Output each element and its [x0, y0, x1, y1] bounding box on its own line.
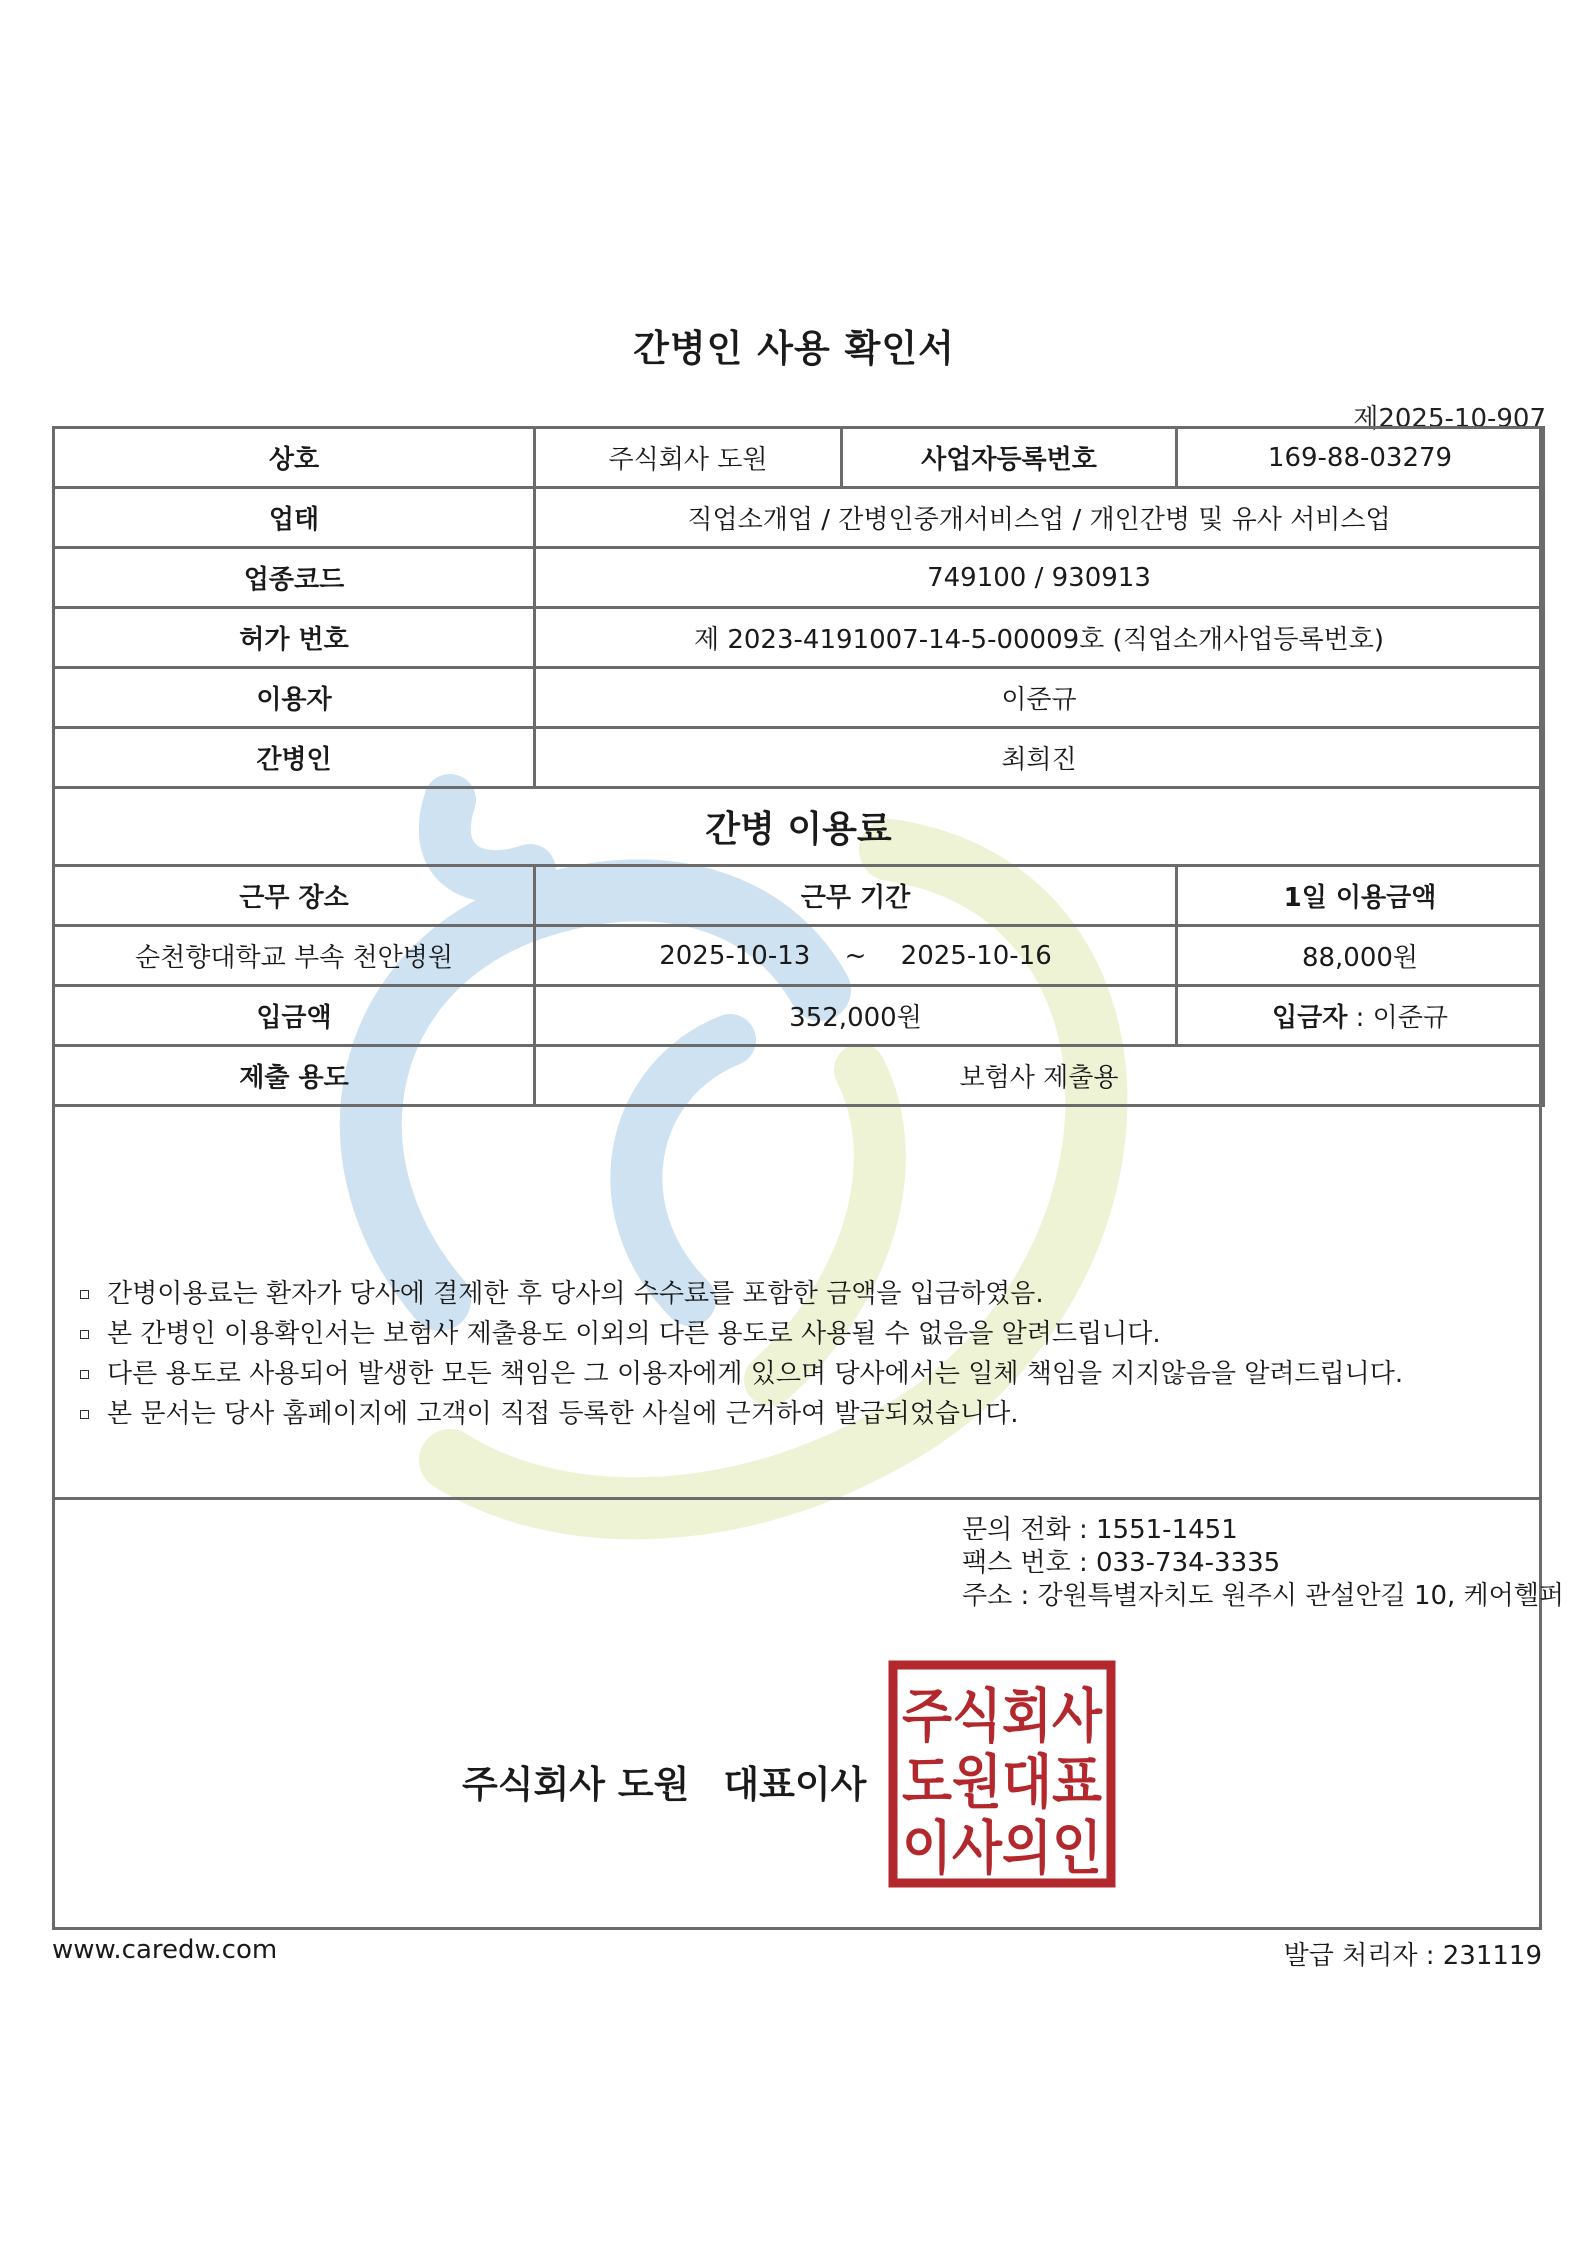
- daily-fee-label: 1일 이용금액: [1177, 866, 1544, 926]
- user-label: 이용자: [54, 668, 535, 728]
- row-purpose: [54, 1046, 1544, 1106]
- document-title: 간병인 사용 확인서: [633, 327, 955, 370]
- company-label: 상호: [54, 428, 535, 488]
- regno-value: 169-88-03279: [1177, 428, 1544, 488]
- industry-code-value: 749100 / 930913: [535, 548, 1544, 608]
- document-number: 제2025-10-907: [1353, 404, 1546, 434]
- period-start: 2025-10-13: [659, 940, 811, 971]
- contact-info: [962, 1514, 1564, 1613]
- row-company: [54, 428, 1544, 488]
- svg-text:도원대표: 도원대표: [902, 1748, 1102, 1816]
- svg-text:이사의인: 이사의인: [902, 1814, 1102, 1882]
- regno-label: 사업자등록번호: [842, 428, 1177, 488]
- row-user: [54, 668, 1544, 728]
- row-industry-code: [54, 548, 1544, 608]
- business-type-label: 업태: [54, 488, 535, 548]
- caregiver-label: 간병인: [54, 728, 535, 788]
- signature-company: 주식회사 도원: [462, 1763, 690, 1806]
- user-value: 이준규: [535, 668, 1544, 728]
- square-bullet-icon: [80, 1370, 89, 1379]
- signature-title: 대표이사: [723, 1763, 867, 1806]
- depositor-separator: :: [1347, 1003, 1373, 1033]
- row-business-type: [54, 488, 1544, 548]
- note-text: 본 간병인 이용확인서는 보험사 제출용도 이외의 다른 용도로 사용될 수 없음을 알려드립니다.: [107, 1319, 1161, 1349]
- business-type-value: 직업소개업 / 간병인중개서비스업 / 개인간병 및 유사 서비스업: [535, 488, 1544, 548]
- deposit-value: 352,000원: [535, 986, 1177, 1046]
- row-deposit: [54, 986, 1544, 1046]
- contact-address: 주소 : 강원특별자치도 원주시 관설안길 10, 케어헬퍼: [962, 1581, 1565, 1611]
- period-value: [535, 926, 1177, 986]
- section-divider: [52, 1497, 1542, 1500]
- company-value: 주식회사 도원: [535, 428, 842, 488]
- period-separator: ~: [844, 940, 867, 971]
- license-label: 허가 번호: [54, 608, 535, 668]
- purpose-value: 보험사 제출용: [535, 1046, 1544, 1106]
- info-table: [52, 426, 1545, 1107]
- industry-code-label: 업종코드: [54, 548, 535, 608]
- row-fee-values: [54, 926, 1544, 986]
- svg-text:주식회사: 주식회사: [902, 1682, 1103, 1750]
- workplace-value: 순천향대학교 부속 천안병원: [54, 926, 535, 986]
- license-value: 제 2023-4191007-14-5-00009호 (직업소개사업등록번호): [535, 608, 1544, 668]
- note-text: 다른 용도로 사용되어 발생한 모든 책임은 그 이용자에게 있으며 당사에서는 일체 책임을 지지않음을 알려드립니다.: [107, 1359, 1404, 1389]
- daily-fee-value: 88,000원: [1177, 926, 1544, 986]
- period-label: 근무 기간: [535, 866, 1177, 926]
- deposit-label: 입금액: [54, 986, 535, 1046]
- depositor-value: 이준규: [1372, 1003, 1448, 1033]
- row-fee-headers: [54, 866, 1544, 926]
- note-item: [78, 1274, 1518, 1314]
- square-bullet-icon: [80, 1290, 89, 1299]
- purpose-label: 제출 용도: [54, 1046, 535, 1106]
- depositor-label: 입금자: [1271, 1003, 1348, 1033]
- workplace-label: 근무 장소: [54, 866, 535, 926]
- note-text: 간병이용료는 환자가 당사에 결제한 후 당사의 수수료를 포함한 금액을 입금하였음.: [107, 1279, 1044, 1309]
- note-item: [78, 1354, 1518, 1394]
- caregiver-value: 최희진: [535, 728, 1544, 788]
- note-text: 본 문서는 당사 홈페이지에 고객이 직접 등록한 사실에 근거하여 발급되었습니다.: [107, 1399, 1019, 1429]
- footer-website: www.caredw.com: [52, 1935, 278, 1965]
- company-signature: [462, 1754, 866, 1808]
- row-fee-section: [54, 788, 1544, 866]
- row-caregiver: [54, 728, 1544, 788]
- square-bullet-icon: [80, 1410, 89, 1419]
- footer-issuer: 발급 처리자 : 231119: [1283, 1941, 1542, 1971]
- depositor-cell: [1177, 986, 1544, 1046]
- contact-fax: 팩스 번호 : 033-734-3335: [962, 1548, 1281, 1578]
- contact-phone: 문의 전화 : 1551-1451: [962, 1515, 1238, 1545]
- note-item: [78, 1394, 1518, 1434]
- period-end: 2025-10-16: [900, 940, 1052, 971]
- note-item: [78, 1314, 1518, 1354]
- fee-section-title: 간병 이용료: [54, 788, 1544, 866]
- company-seal-stamp: [888, 1660, 1116, 1888]
- row-license: [54, 608, 1544, 668]
- notes-list: [78, 1274, 1518, 1434]
- square-bullet-icon: [80, 1330, 89, 1339]
